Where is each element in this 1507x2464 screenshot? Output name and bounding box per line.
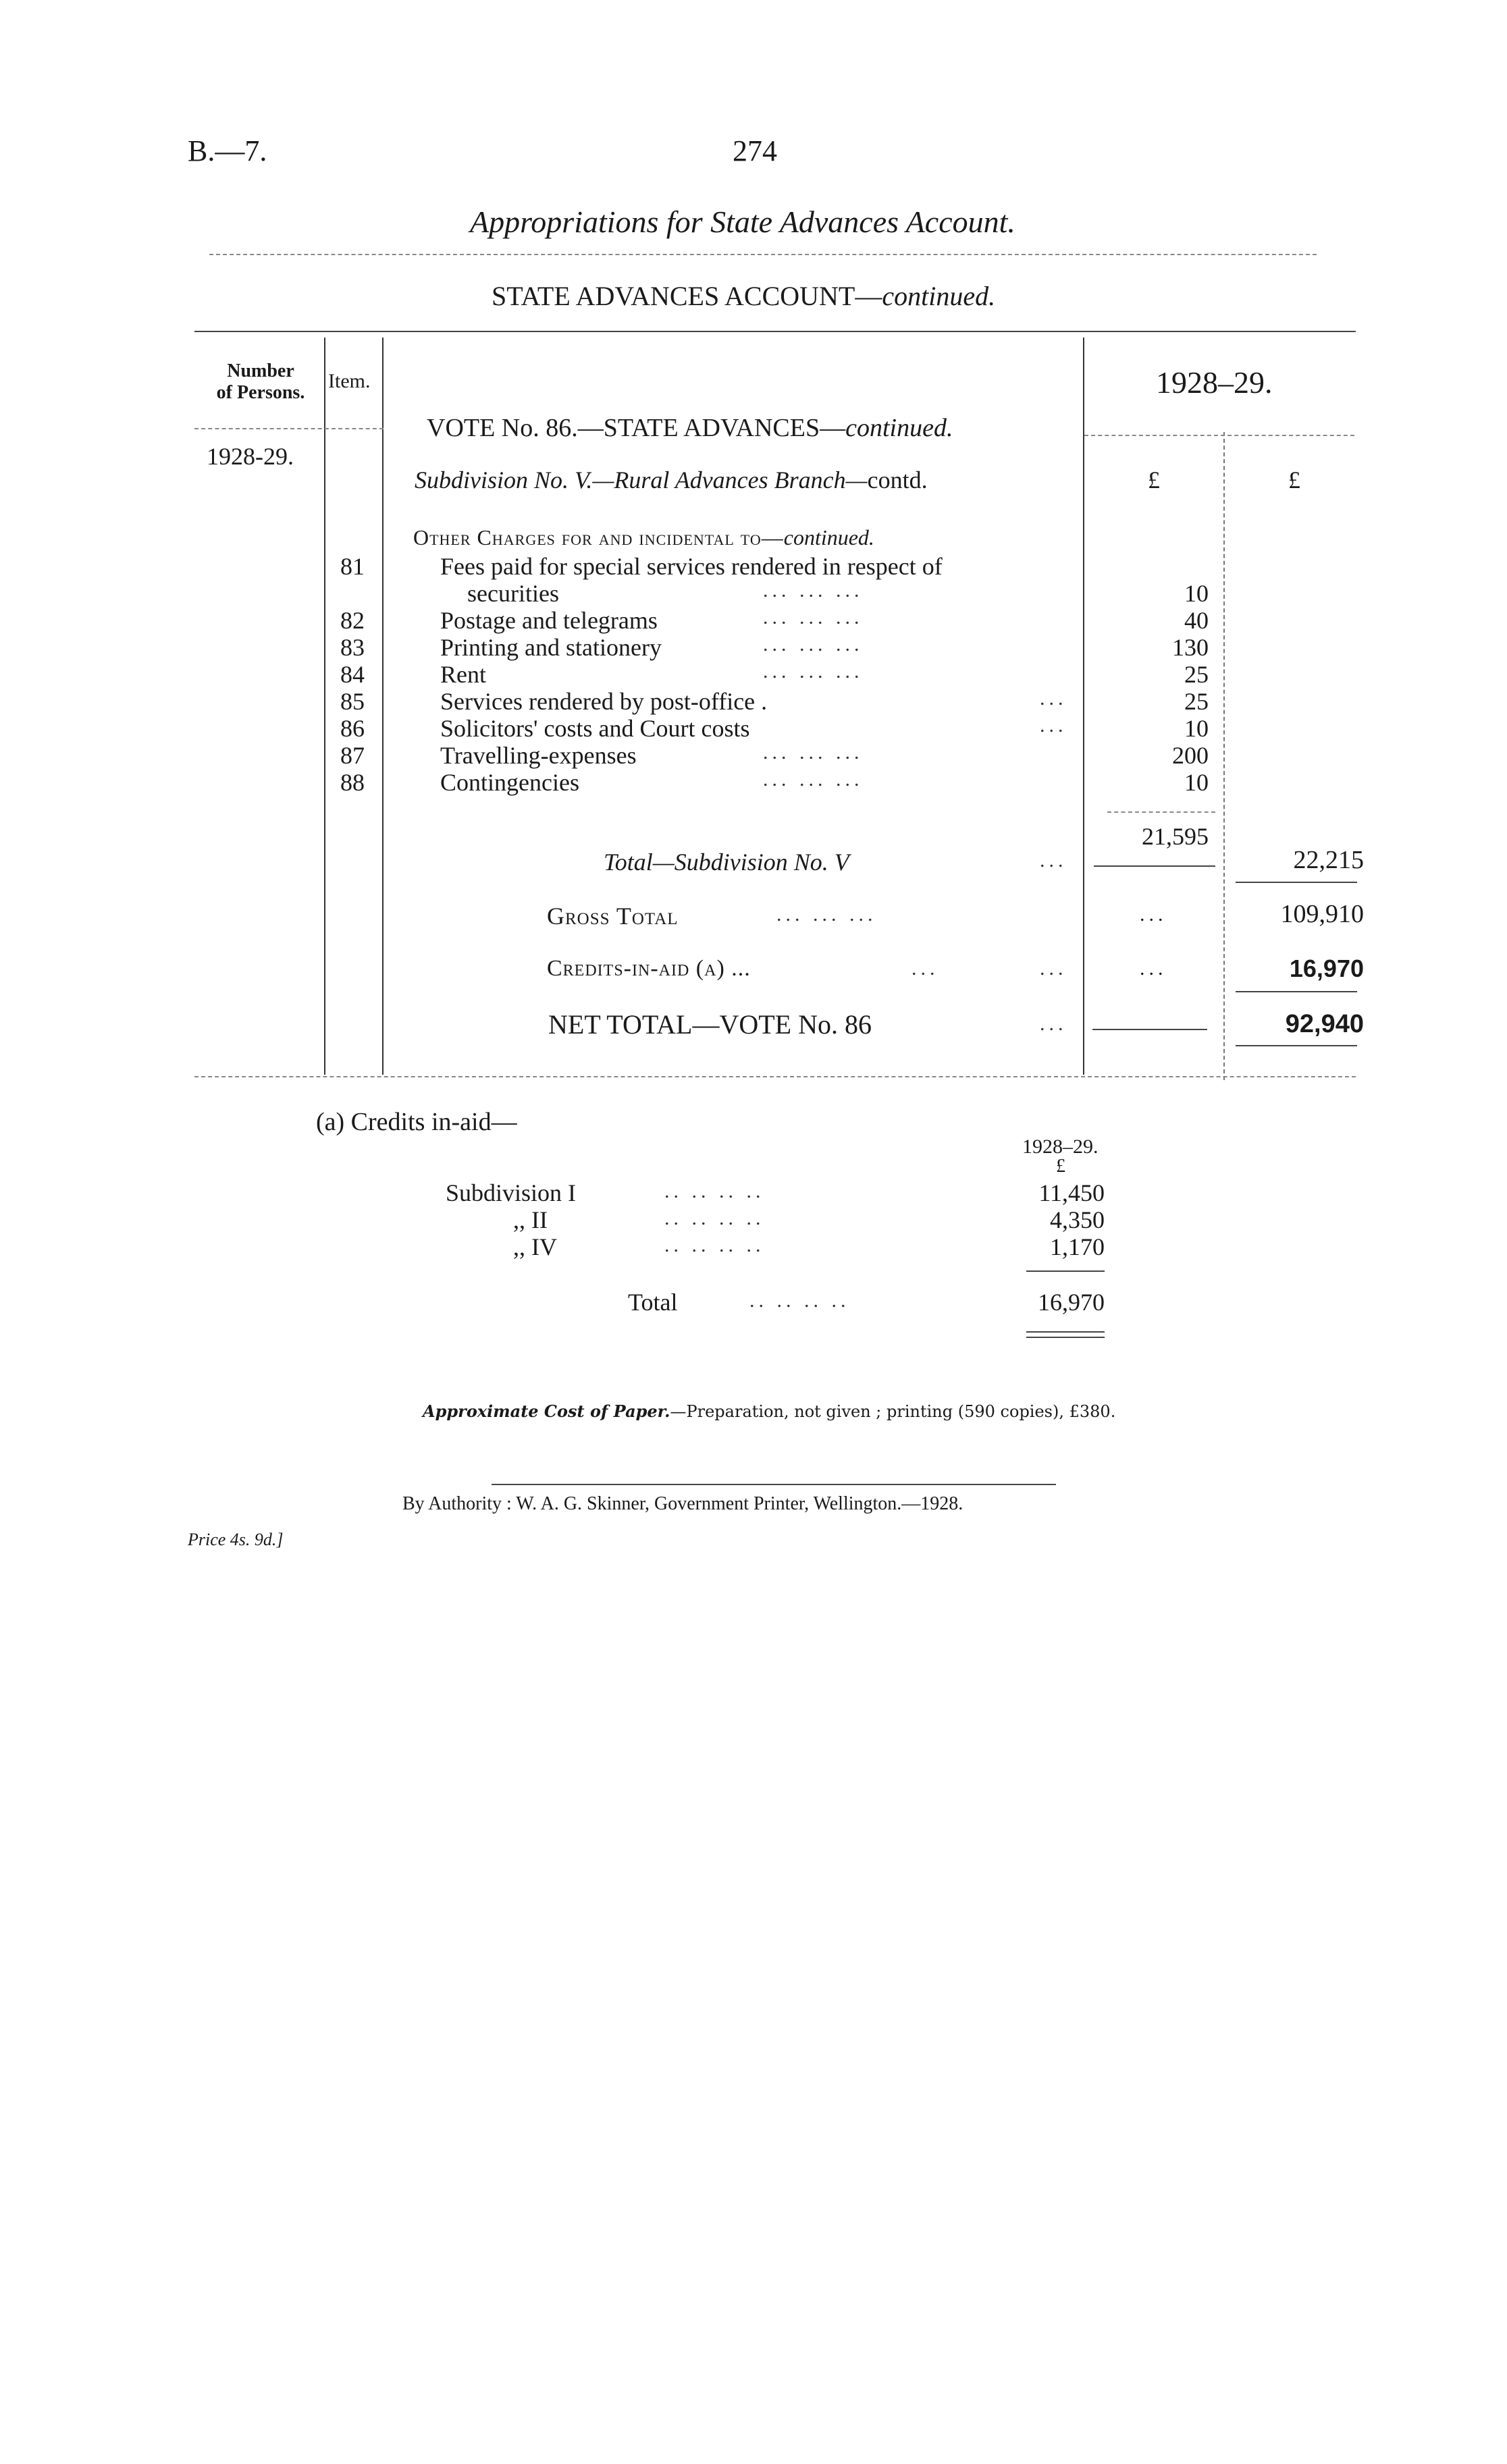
- subdivision-title: [415, 466, 928, 494]
- persons-year: 1928-29.: [207, 443, 294, 470]
- item-description: Solicitors' costs and Court costs: [440, 715, 750, 742]
- item-amount: 25: [1184, 661, 1209, 688]
- vote-title-suffix: continued.: [845, 414, 953, 442]
- footnote-total-value: 16,970: [1038, 1289, 1105, 1316]
- year-header-rule: [1084, 435, 1354, 436]
- item-number: 84: [340, 661, 365, 688]
- item-description: Contingencies: [440, 769, 579, 796]
- col-header-persons-line2: of Persons.: [216, 382, 305, 403]
- footnote-row-leader: .. .. .. ..: [664, 1207, 765, 1229]
- other-charges-suffix: continued.: [783, 525, 874, 550]
- item-description: Printing and stationery: [440, 634, 662, 661]
- document-reference: B.—7.: [188, 134, 267, 167]
- gross-total-value: 109,910: [1280, 900, 1364, 928]
- net-total-label: NET TOTAL—VOTE No. 86: [548, 1009, 872, 1040]
- credits-in-aid-leader: ...: [911, 957, 939, 980]
- item-number: 83: [340, 634, 365, 661]
- item-amount: 10: [1184, 580, 1209, 607]
- item-amount: 10: [1184, 715, 1209, 742]
- table-bottom-rule: [194, 1076, 1356, 1077]
- rule-persons-item: [324, 338, 325, 1075]
- subtotal-rule-bottom: [1094, 865, 1215, 867]
- credits-rule: [1236, 991, 1357, 992]
- item-number: 88: [340, 769, 365, 796]
- footnote-year: 1928–29.: [1022, 1135, 1099, 1158]
- net-total-value: 92,940: [1285, 1010, 1364, 1038]
- item-amount: 200: [1172, 742, 1209, 769]
- currency-total: £: [1288, 466, 1300, 493]
- footnote-row-value: 11,450: [1038, 1179, 1105, 1206]
- item-leader: ... ... ...: [763, 660, 864, 682]
- footnote-row-label: ,, II: [513, 1206, 548, 1233]
- item-amount: 40: [1184, 607, 1209, 634]
- footnote-title: (a) Credits in-aid—: [316, 1108, 517, 1136]
- item-leader: ... ... ...: [763, 606, 864, 628]
- footnote-row-leader: .. .. .. ..: [664, 1234, 765, 1256]
- cost-note: [423, 1401, 1115, 1421]
- net-total-rule: [1236, 1045, 1357, 1046]
- footnote-total-rule-bottom-2: [1026, 1337, 1105, 1338]
- item-number: 81: [340, 553, 365, 580]
- credits-in-aid-value: 16,970: [1289, 955, 1364, 982]
- footnote-currency: £: [1056, 1156, 1065, 1177]
- section-title-suffix: continued.: [882, 281, 996, 311]
- subdivision-title-suffix: contd.: [867, 466, 928, 493]
- col-header-persons: [200, 360, 321, 404]
- item-number: 87: [340, 742, 365, 769]
- total-subdivision-leader: ...: [1040, 849, 1067, 872]
- item-description: Rent: [440, 661, 486, 688]
- footnote-row-label: Subdivision I: [446, 1179, 577, 1206]
- footnote-total-rule-top: [1026, 1270, 1105, 1272]
- item-number: 86: [340, 715, 365, 742]
- imprint-text: By Authority : W. A. G. Skinner, Government Printer, Wellington.—1928.: [402, 1493, 963, 1514]
- cost-note-text: —Preparation, not given ; printing (590 copies), £380.: [670, 1402, 1116, 1421]
- footnote-row-leader: .. .. .. ..: [664, 1180, 765, 1202]
- item-description: Travelling-expenses: [440, 742, 637, 769]
- item-description: securities: [467, 580, 559, 607]
- gross-total-label: Gross Total: [547, 903, 679, 930]
- section-title: [492, 280, 995, 312]
- rule-amount-total: [1223, 432, 1225, 1080]
- total-subdivision-value: 22,215: [1293, 846, 1364, 874]
- total-subdivision-label: Total—Subdivision No. V: [604, 849, 849, 876]
- currency-amount: £: [1148, 466, 1160, 493]
- title-rule: [209, 254, 1317, 255]
- page-number: 274: [733, 134, 777, 167]
- gross-total-amount-leader: ...: [1140, 903, 1167, 926]
- item-amount: 10: [1184, 769, 1209, 796]
- item-description: Postage and telegrams: [440, 607, 658, 634]
- footnote-row-value: 4,350: [1050, 1206, 1105, 1233]
- footnote-total-rule-bottom-1: [1026, 1331, 1105, 1333]
- item-number: 82: [340, 607, 365, 634]
- item-leader: ...: [1040, 687, 1067, 709]
- footnote-row-label: ,, IV: [513, 1233, 557, 1260]
- item-leader: ... ... ...: [763, 633, 864, 655]
- col-header-year: 1928–29.: [1156, 365, 1273, 400]
- col-header-persons-line1: Number: [227, 360, 294, 381]
- other-charges-heading: [413, 525, 874, 550]
- net-total-amount-rule: [1092, 1029, 1207, 1030]
- page-title: Appropriations for State Advances Account.: [470, 205, 1015, 239]
- footnote-total-label: Total: [628, 1289, 678, 1316]
- total-subdivision-rule: [1236, 882, 1357, 883]
- imprint-rule: [492, 1484, 1056, 1485]
- cost-note-label: Approximate Cost of Paper.: [423, 1401, 670, 1421]
- gross-total-leader: ... ... ...: [776, 903, 877, 926]
- item-description-line1: Fees paid for special services rendered in respect of: [440, 553, 943, 580]
- rule-desc-amount: [1083, 338, 1084, 1075]
- footnote-total-leader: .. .. .. ..: [749, 1289, 850, 1312]
- credits-in-aid-label: Credits-in-aid (a) ...: [547, 956, 751, 981]
- other-charges-text: Other Charges for and incidental to—: [413, 525, 784, 550]
- table-top-rule: [194, 331, 1356, 332]
- item-leader: ... ... ...: [763, 579, 864, 601]
- net-total-leader: ...: [1040, 1013, 1067, 1035]
- credits-in-aid-leader-2: ...: [1040, 957, 1067, 980]
- footnote-row-value: 1,170: [1050, 1233, 1105, 1260]
- vote-title: [427, 413, 953, 443]
- section-title-text: STATE ADVANCES ACCOUNT—: [492, 281, 882, 311]
- price-note: Price 4s. 9d.]: [188, 1530, 284, 1549]
- item-amount: 25: [1184, 688, 1209, 715]
- rule-item-desc: [382, 338, 384, 1075]
- item-description: Services rendered by post-office .: [440, 688, 768, 715]
- item-amount: 130: [1172, 634, 1209, 661]
- credits-amount-leader: ...: [1140, 957, 1167, 980]
- subdivision-title-text: Subdivision No. V.—Rural Advances Branch—: [415, 466, 868, 493]
- item-leader: ... ... ...: [763, 768, 864, 791]
- persons-header-rule: [194, 428, 384, 429]
- vote-title-text: VOTE No. 86.—STATE ADVANCES—: [427, 414, 846, 442]
- item-leader: ...: [1040, 714, 1067, 736]
- subtotal-rule-top: [1107, 811, 1215, 813]
- item-number: 85: [340, 688, 365, 715]
- subtotal-amount: 21,595: [1142, 823, 1209, 850]
- col-header-item: Item.: [328, 370, 371, 392]
- item-leader: ... ... ...: [763, 741, 864, 764]
